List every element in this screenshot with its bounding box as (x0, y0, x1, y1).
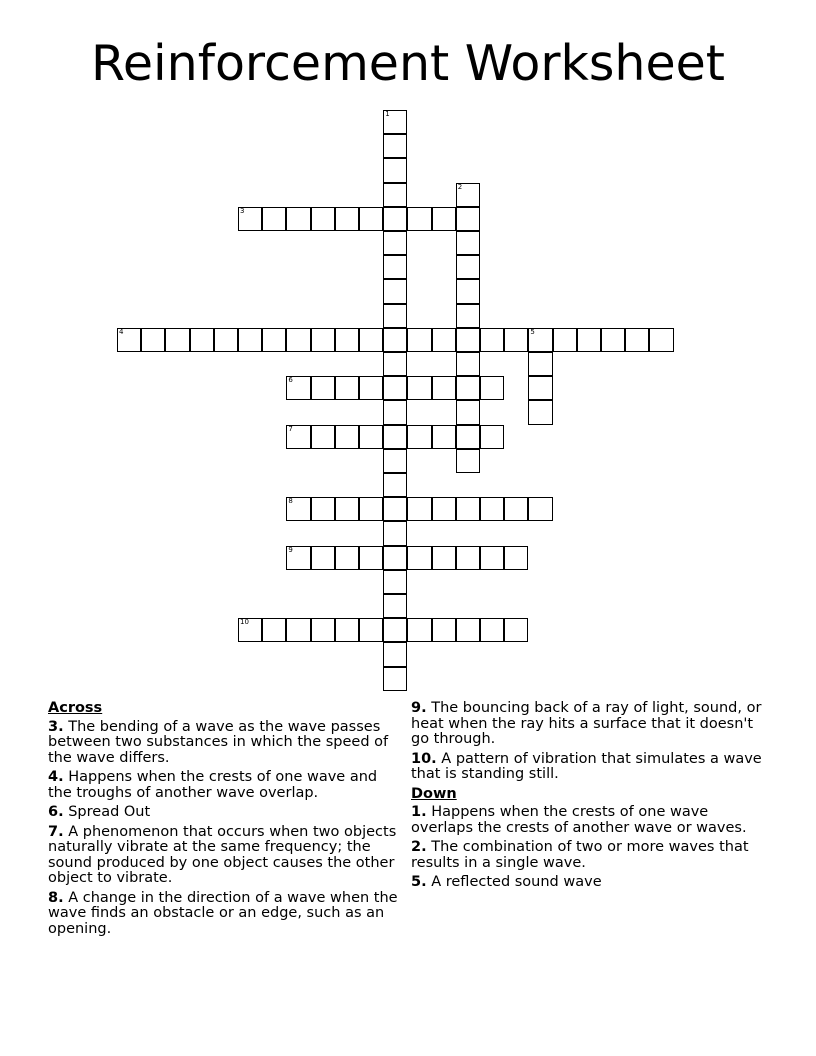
grid-cell (117, 328, 141, 352)
grid-cell (456, 255, 480, 279)
grid-cell (359, 328, 383, 352)
grid-cell (456, 400, 480, 424)
grid-cell (601, 328, 625, 352)
grid-cell (335, 376, 359, 400)
clue-down-5: 5. A reflected sound wave (411, 874, 602, 890)
grid-cell (383, 400, 407, 424)
grid-cell (335, 425, 359, 449)
grid-cell (359, 425, 383, 449)
grid-cell (407, 618, 431, 642)
grid-cell (432, 328, 456, 352)
clues-column-left (48, 701, 400, 941)
grid-cell (577, 328, 601, 352)
clue-across-8: 8. A change in the direction of a wave when the wave finds an obstacle or an edge, such as an opening. (48, 889, 398, 937)
grid-cell (286, 546, 310, 570)
clue-across-4: 4. Happens when the crests of one wave and the troughs of another wave overlap. (48, 769, 378, 801)
grid-cell (262, 207, 286, 231)
clue-down-2: 2. The combination of two or more waves that results in a single wave. (411, 839, 749, 871)
grid-cell (528, 376, 552, 400)
grid-cell (432, 618, 456, 642)
grid-cell (383, 570, 407, 594)
grid-cell (456, 546, 480, 570)
grid-cell (383, 521, 407, 545)
grid-cell (432, 497, 456, 521)
cell-number: 5 (530, 327, 535, 336)
grid-cell (407, 497, 431, 521)
grid-cell (432, 376, 456, 400)
grid-cell (238, 328, 262, 352)
grid-cell (456, 328, 480, 352)
grid-cell (311, 546, 335, 570)
grid-cell (456, 183, 480, 207)
grid-cell (311, 618, 335, 642)
grid-cell (214, 328, 238, 352)
cell-number: 10 (240, 618, 249, 627)
grid-cell (335, 328, 359, 352)
grid-cell (383, 449, 407, 473)
clues-column-right (411, 701, 768, 895)
grid-cell (456, 425, 480, 449)
grid-cell (286, 425, 310, 449)
grid-cell (165, 328, 189, 352)
grid-cell (383, 473, 407, 497)
grid-cell (432, 425, 456, 449)
grid-cell (383, 279, 407, 303)
clue-down-1: 1. Happens when the crests of one wave overlaps the crests of another wave or waves. (411, 804, 747, 836)
grid-cell (407, 546, 431, 570)
grid-cell (504, 497, 528, 521)
grid-cell (359, 207, 383, 231)
grid-cell (504, 328, 528, 352)
grid-cell (407, 207, 431, 231)
grid-cell (383, 546, 407, 570)
grid-cell (456, 279, 480, 303)
grid-cell (456, 207, 480, 231)
clue-across-10: 10. A pattern of vibration that simulates a wave that is standing still. (411, 750, 762, 782)
grid-cell (383, 231, 407, 255)
grid-cell (359, 497, 383, 521)
clue-across-7: 7. A phenomenon that occurs when two objects naturally vibrate at the same frequency; the sound produced by one object causes the other object to vibrate. (48, 823, 397, 886)
grid-cell (286, 618, 310, 642)
grid-cell (383, 183, 407, 207)
grid-cell (335, 618, 359, 642)
grid-cell (480, 376, 504, 400)
grid-cell (480, 618, 504, 642)
grid-cell (649, 328, 673, 352)
grid-cell (311, 376, 335, 400)
down-heading: Down (411, 785, 457, 802)
grid-cell (456, 352, 480, 376)
clue-across-9: 9. The bouncing back of a ray of light, sound, or heat when the ray hits a surface that it doesn't go through. (411, 700, 762, 747)
cell-number: 3 (240, 206, 245, 215)
grid-cell (383, 667, 407, 691)
page-title: Reinforcement Worksheet (91, 35, 725, 92)
grid-cell (504, 546, 528, 570)
grid-cell (286, 328, 310, 352)
grid-cell (383, 618, 407, 642)
grid-cell (286, 497, 310, 521)
cell-number: 2 (457, 182, 463, 191)
grid-cell (359, 546, 383, 570)
grid-cell (383, 352, 407, 376)
grid-cell (190, 328, 214, 352)
grid-cell (335, 497, 359, 521)
grid-cell (262, 328, 286, 352)
grid-cell (383, 304, 407, 328)
grid-cell (335, 546, 359, 570)
grid-cell (480, 546, 504, 570)
grid-cell (407, 376, 431, 400)
grid-cell (553, 328, 577, 352)
grid-cell (359, 376, 383, 400)
grid-cell (311, 207, 335, 231)
cell-number: 1 (385, 110, 390, 118)
grid-cell (456, 304, 480, 328)
grid-cell (456, 497, 480, 521)
clue-across-6: 6. Spread Out (48, 804, 151, 820)
grid-cell (262, 618, 286, 642)
grid-cell (432, 207, 456, 231)
grid-cell (141, 328, 165, 352)
grid-cell (432, 546, 456, 570)
grid-cell (383, 134, 407, 158)
grid-cell (456, 376, 480, 400)
grid-cell (480, 328, 504, 352)
grid-cell (359, 618, 383, 642)
grid-cell (528, 352, 552, 376)
across-heading: Across (48, 700, 103, 716)
grid-cell (238, 207, 262, 231)
grid-cell (311, 425, 335, 449)
grid-cell (286, 376, 310, 400)
cell-number: 6 (288, 376, 293, 385)
grid-cell (383, 328, 407, 352)
cell-number: 7 (288, 424, 293, 433)
grid-cell (383, 376, 407, 400)
grid-cell (480, 425, 504, 449)
grid-cell (383, 207, 407, 231)
grid-cell (480, 497, 504, 521)
clue-across-3: 3. The bending of a wave as the wave passes between two substances in which the speed of the wave differs. (48, 718, 389, 766)
grid-cell (625, 328, 649, 352)
grid-cell (383, 425, 407, 449)
grid-cell (456, 618, 480, 642)
grid-cell (504, 618, 528, 642)
cell-number: 8 (288, 497, 293, 506)
grid-cell (383, 642, 407, 666)
grid-cell (407, 425, 431, 449)
grid-cell (335, 207, 359, 231)
grid-cell (528, 400, 552, 424)
grid-cell (311, 497, 335, 521)
cell-number: 4 (119, 327, 124, 336)
grid-cell (456, 231, 480, 255)
grid-cell (528, 328, 552, 352)
grid-cell (407, 328, 431, 352)
grid-cell (383, 497, 407, 521)
grid-cell (311, 328, 335, 352)
grid-cell (238, 618, 262, 642)
cell-number: 9 (288, 545, 293, 554)
grid-cell (383, 110, 407, 134)
grid-cell (383, 255, 407, 279)
grid-cell (528, 497, 552, 521)
grid-cell (383, 158, 407, 182)
grid-cell (456, 449, 480, 473)
grid-cell (383, 594, 407, 618)
grid-cell (286, 207, 310, 231)
